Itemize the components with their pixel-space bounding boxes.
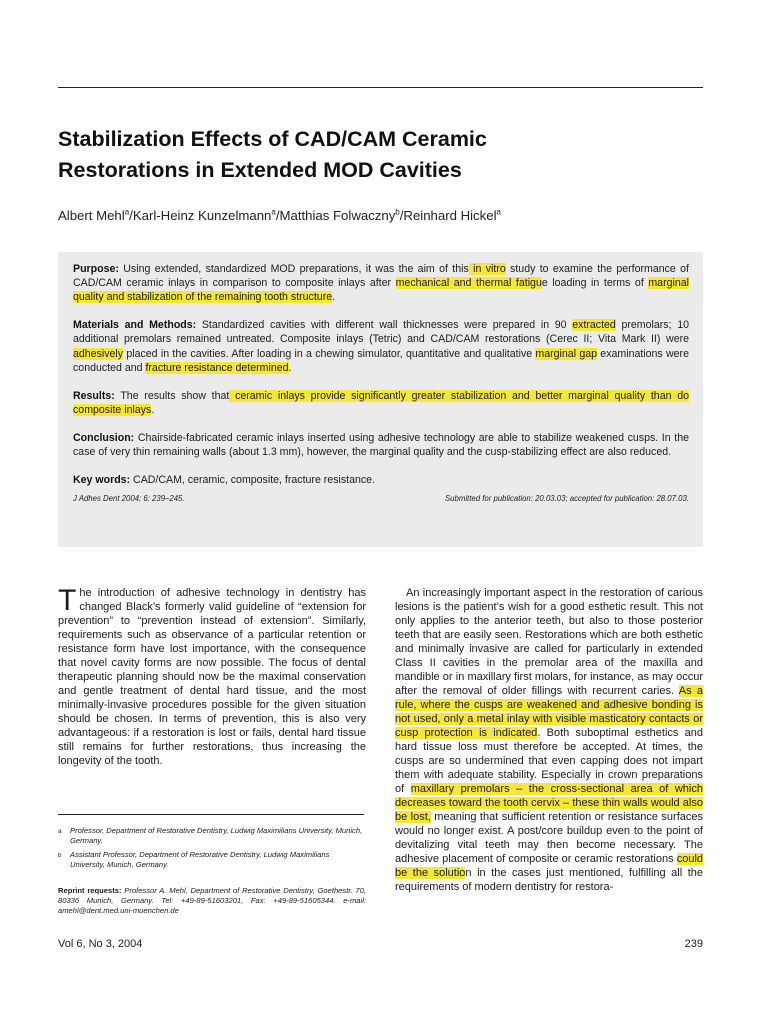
highlighted-text: marginal quality and stabilization of the remaining tooth structure	[73, 277, 689, 304]
page-number: 239	[684, 938, 703, 950]
highlighted-text: marginal gap	[535, 347, 598, 360]
footnote-rule	[58, 814, 364, 815]
text-run: placed in the cavities. After loading in a chewing simulator, quantitative and qualitative	[123, 347, 536, 360]
abstract-label: Materials and Methods:	[73, 319, 197, 332]
highlighted-text: fracture resistance determined	[145, 361, 289, 374]
abstract-purpose	[73, 262, 689, 304]
text-run: The results show that	[114, 389, 230, 402]
author-list	[58, 204, 703, 225]
abstract-label: Results:	[73, 389, 115, 402]
footnote-mark: a	[58, 829, 62, 835]
title-line-1: Stabilization Effects of CAD/CAM Ceramic	[58, 127, 487, 151]
highlighted-text: mechanical and thermal fatigu	[395, 277, 542, 290]
page-title	[58, 124, 703, 186]
highlighted-text: could be the solutio	[395, 853, 703, 879]
text-run: CAD/CAM, ceramic, composite, fracture resistance.	[130, 474, 376, 487]
footnote-mark: b	[58, 853, 62, 859]
highlighted-text: ceramic inlays provide significantly greater stabilization and better marginal quality than do composite inlays	[73, 389, 689, 416]
author: Matthias Folwaczny$^b$/	[279, 208, 404, 224]
intro-paragraph	[58, 586, 366, 768]
citation-row	[73, 494, 689, 504]
text-run: Standardized cavities with different wall thicknesses were prepared in 90	[196, 319, 573, 332]
highlighted-text: in vitro	[468, 263, 506, 275]
body-column-right	[395, 586, 703, 894]
reprint-label: Reprint requests:	[58, 886, 122, 895]
abstract-label: Key words:	[73, 474, 131, 487]
footnote-text: Professor, Department of Restorative Dentistry, Ludwig Maximilians University, Munich, Germany.	[70, 826, 363, 845]
reprint-text: Professor A. Mehl, Department of Restorative Dentistry, Goethestr. 70, 80336 Munich, Germany. Tel: +49-89-51603201, Fax: +49-89-51605344. e-mail: amehl@dent.med.uni-muenchen.de	[58, 886, 366, 915]
submission-dates: Submitted for publication: 20.03.03; accepted for publication: 28.07.03.	[444, 493, 689, 503]
drop-cap: T	[58, 584, 77, 617]
abstract-methods	[73, 318, 689, 374]
abstract-label: Conclusion:	[73, 432, 135, 445]
text-run: Chairside-fabricated ceramic inlays inserted using adhesive technology are able to stabilize weakened cusps. In the case of very thin remaining walls (about 1.3 mm), however, the marginal quality and the cusp-stabilizing effect are also reduced.	[73, 432, 689, 459]
journal-citation: J Adhes Dent 2004; 6: 239–245.	[73, 493, 185, 503]
title-line-2: Restorations in Extended MOD Cavities	[58, 158, 462, 182]
highlighted-text: adhesively	[73, 347, 124, 360]
text-run: examinations were conducted and	[73, 347, 689, 374]
abstract-box	[58, 252, 703, 547]
text-run: e loading in terms of	[541, 277, 649, 290]
text-run: meaning that sufficient retention or resistance surfaces would no longer exist. A post/core buildup even to the point of devitalizing vital teeth may then become necessary. The adhesive placement of composite or ceramic restorations	[395, 811, 703, 865]
volume-info: Vol 6, No 3, 2004	[58, 938, 143, 950]
abstract-conclusion	[73, 431, 689, 459]
body-paragraph	[395, 586, 703, 894]
abstract-keywords	[73, 473, 689, 487]
author: Albert Mehl$^a$/	[58, 208, 133, 224]
text-run: .	[332, 291, 336, 304]
text-run: An increasingly important aspect in the restoration of carious lesions is the patient’s wish for a good esthetic result. This not only applies to the anterior teeth, but also to those posterior teeth that are easily seen. Restorations which are both esthetic and minimally invasive are called for particularly in extended Class II cavities in the premolar area of the maxilla and mandible or in maxillary first molars, for instance, as may occur after the removal of older fillings with recurrent caries.	[395, 587, 703, 697]
footnotes	[58, 826, 366, 916]
text-run: . Both suboptimal esthetics and hard tissue loss must therefore be accepted. At times, the cusps are so undermined that even capping does not impart them with adequate stability. Especially in crown preparations of	[395, 727, 704, 795]
abstract-results	[73, 389, 689, 417]
body-column-left	[58, 586, 366, 768]
text-run: premolars; 10 additional premolars remained untreated. Composite inlays (Tetric) and CAD/CAM restorations (Cerec II; Vita Mark II) were	[73, 319, 689, 346]
footnote	[58, 826, 366, 846]
author: Reinhard Hickel$^a$	[403, 208, 501, 224]
highlighted-text: maxillary premolars – the cross-sectional area of which decreases toward the tooth cervix – these thin walls would also be lost,	[395, 783, 703, 823]
highlighted-text: As a rule, where the cusps are weakened and adhesive bonding is not used, only a metal inlay with visible masticatory contacts or cusp protection is indicated	[395, 685, 703, 739]
abstract-label: Purpose:	[73, 263, 119, 275]
text-run: Using extended, standardized MOD preparations, it was the aim of this	[118, 263, 469, 275]
text-run: study to examine the performance of CAD/CAM ceramic inlays in comparison to composite inlays after	[73, 263, 689, 290]
author: Karl-Heinz Kunzelmann$^a$/	[132, 208, 280, 224]
text-run: he introduction of adhesive technology in dentistry has changed Black’s formerly valid guideline of “extension for prevention” to “prevention instead of extension”. Similarly, requirements such as observance of a particular retention or resistance form have lost importance, with the consequence that novel cavity forms are now possible. The focus of dental therapeutic planning should now be the maximal conservation and gentle treatment of dental hard tissue, and the most minimally-invasive procedures possible for the given situation should be chosen. In terms of prevention, this is also very advantageous: if a restoration is lost or fails, dental hard tissue still remains for further restorations, thus increasing the longevity of the tooth.	[58, 587, 366, 767]
top-rule	[58, 87, 703, 88]
footnote-text: Assistant Professor, Department of Restorative Dentistry, Ludwig Maximilians University, Munich, Germany.	[70, 850, 330, 869]
highlighted-text: extracted	[572, 319, 616, 332]
reprint-requests	[58, 886, 366, 916]
text-run: .	[288, 361, 292, 374]
text-run: n in the cases just mentioned, fulfilling all the requirements of modern dentistry for restora-	[395, 867, 704, 893]
text-run: .	[151, 403, 155, 416]
footnote	[58, 850, 366, 870]
